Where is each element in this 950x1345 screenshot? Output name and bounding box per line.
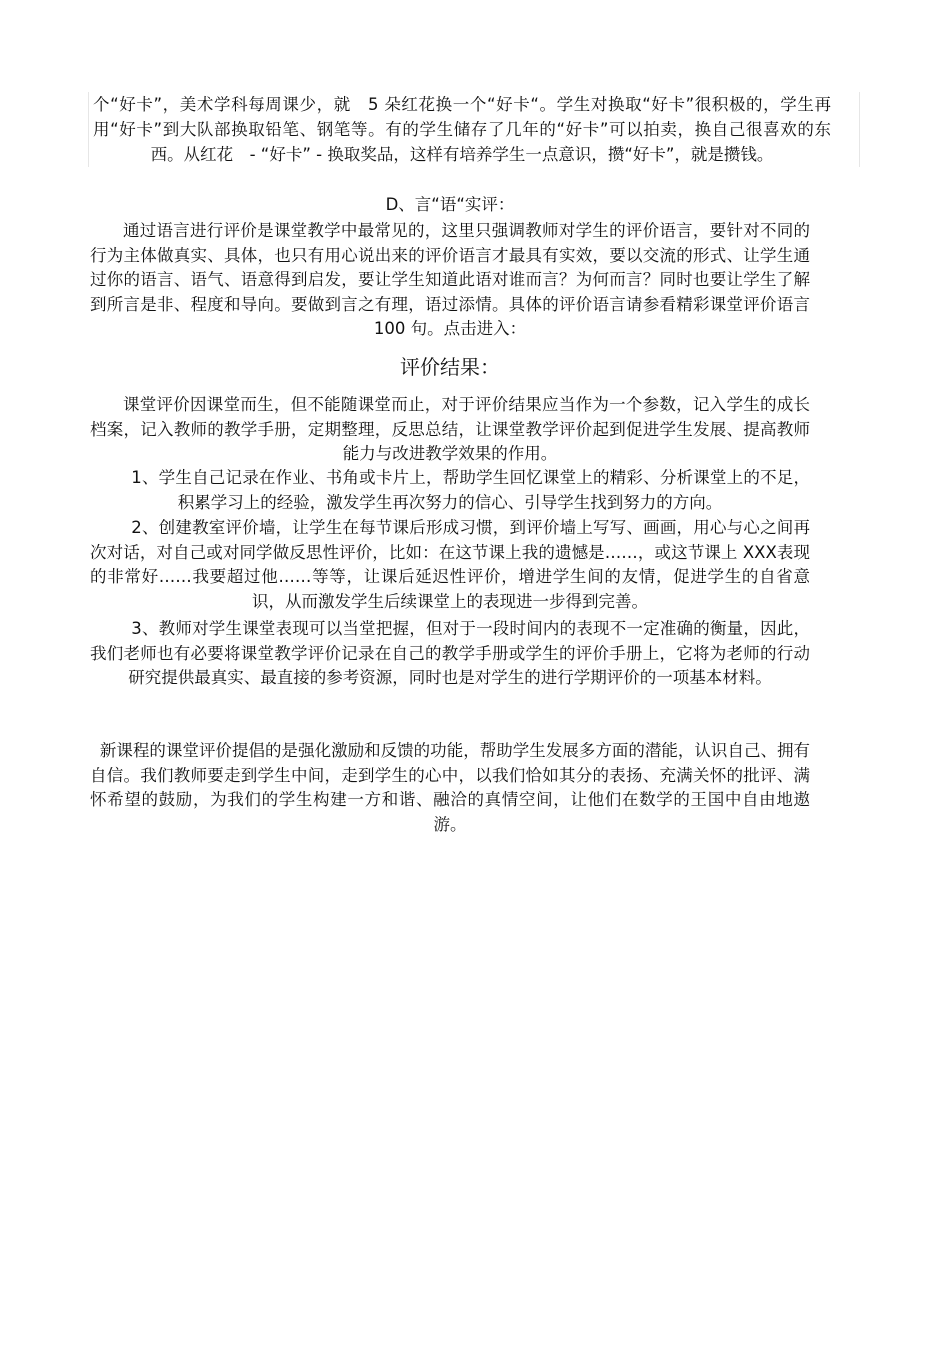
list-item-2: 2、创建教室评价墙，让学生在每节课后形成习惯，到评价墙上写写、画画，用心与心之间再次对话，对自己或对同学做反思性评价，比如：在这节课上我的遗憾是……，或这节课上 XXX表现的非常好……我要超过他……等等，让课后延迟性评价，增进学生间的友情，促进学生的自省意识，从而激发学生后续课堂上的表现进一步得到完善。: [90, 518, 810, 611]
list-item-1: 1、学生自己记录在作业、书角或卡片上，帮助学生回忆课堂上的精彩、分析课堂上的不足，积累学习上的经验，激发学生再次努力的信心、引导学生找到努力的方向。: [131, 468, 810, 512]
paragraph-language-evaluation: 通过语言进行评价是课堂教学中最常见的，这里只强调教师对学生的评价语言，要针对不同的行为主体做真实、具体，也只有用心说出来的评价语言才最具有实效，要以交流的形式、让学生通过你的语言、语气、语意得到启发，要让学生知道此语对谁而言？为何而言？同时也要让学生了解到所言是非、程度和导向。要做到言之有理，语过添情。具体的评价语言请参看精彩课堂评价语言 100 句。点击进入：: [90, 221, 827, 338]
section-d-title: D、言“语“实评：: [385, 195, 515, 214]
heading-evaluation-results: 评价结果：: [400, 355, 500, 379]
paragraph-good-cards: 个“好卡”，美术学科每周课少，就 5 朵红花换一个“好卡“。学生对换取“好卡”很积极的，学生再用“好卡”到大队部换取铅笔、钢笔等。有的学生储存了几年的“好卡”可以拍卖，换自己很喜欢的东西。从红花 - “好卡” - 换取奖品，这样有培养学生一点意识，攒“好卡”，就是攒钱。: [88, 92, 860, 167]
paragraph-evaluation-results: 课堂评价因课堂而生，但不能随课堂而止，对于评价结果应当作为一个参数，记入学生的成长档案，记入教师的教学手册，定期整理，反思总结，让课堂教学评价起到促进学生发展、提高教师能力与改进教学效果的作用。: [90, 395, 810, 463]
list-item-3: 3、教师对学生课堂表现可以当堂把握，但对于一段时间内的表现不一定准确的衡量，因此，我们老师也有必要将课堂教学评价记录在自己的教学手册或学生的评价手册上，它将为老师的行动研究提供最真实、最直接的参考资源，同时也是对学生的进行学期评价的一项基本材料。: [90, 619, 810, 687]
paragraph-conclusion: 新课程的课堂评价提倡的是强化激励和反馈的功能，帮助学生发展多方面的潜能，认识自己、拥有自信。我们教师要走到学生中间，走到学生的心中，以我们恰如其分的表扬、充满关怀的批评、满怀希望的鼓励，为我们的学生构建一方和谐、融洽的真情空间，让他们在数学的王国中自由地遨游。: [90, 741, 810, 834]
